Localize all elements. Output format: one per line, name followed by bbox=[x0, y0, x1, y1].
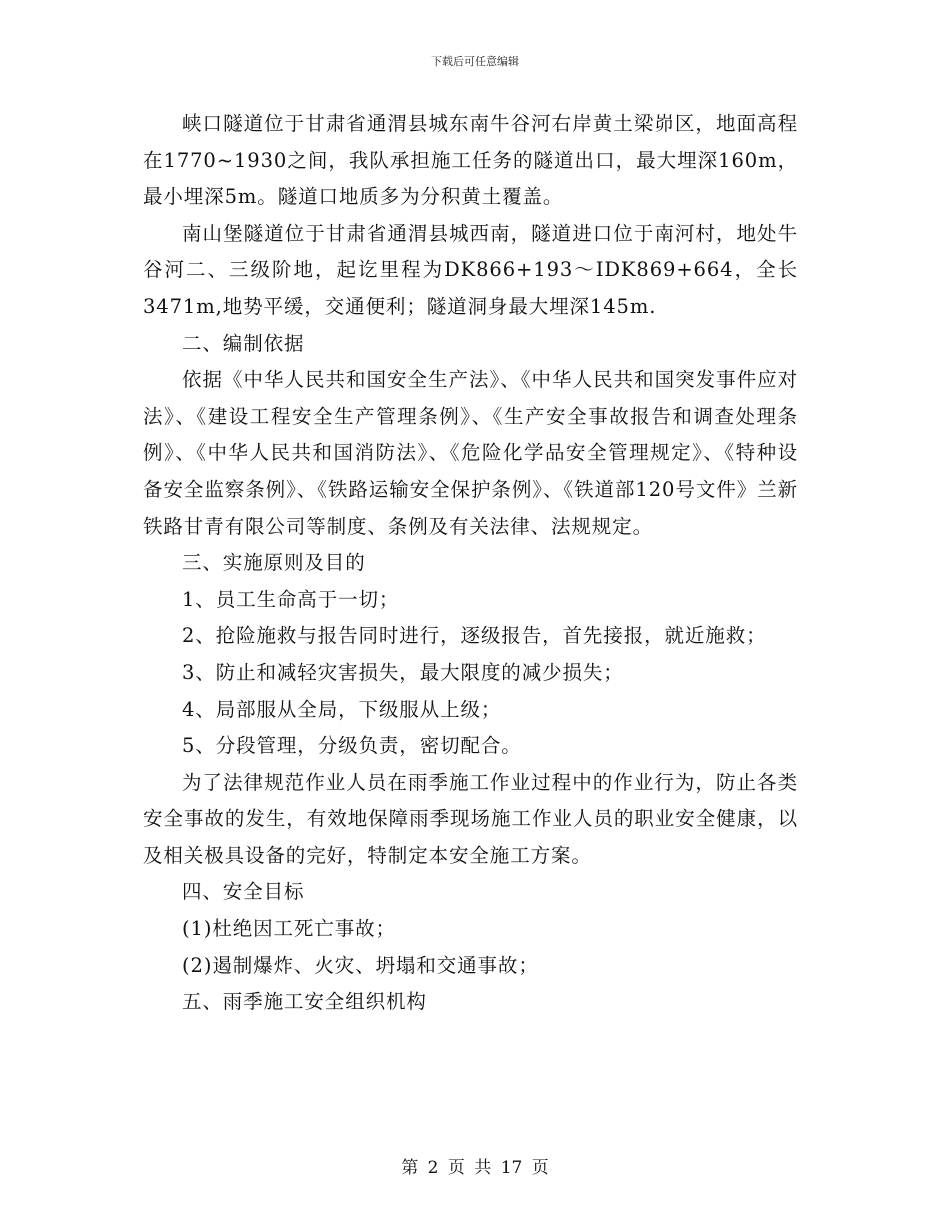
page-footer: 第 2 页 共 17 页 bbox=[401, 1158, 549, 1178]
paragraph-purpose: 为了法律规范作业人员在雨季施工作业过程中的作业行为，防止各类安全事故的发生，有效地保障雨季现场施工作业人员的职业安全健康，以及相关极具设备的完好，特制定本安全施工方案。 bbox=[143, 770, 798, 867]
section-heading-safety-goals: 四、安全目标 bbox=[182, 880, 305, 904]
paragraph-nanshanbao-tunnel: 南山堡隧道位于甘肃省通渭县城西南，隧道进口位于南河村，地处牛谷河二、三级阶地，起讫里程为DK866+193～IDK869+664，全长3471m,地势平缓，交通便利；隧道洞身最大埋深145m. bbox=[143, 221, 798, 318]
goal-item-2: (2)遏制爆炸、火灾、坍塌和交通事故； bbox=[182, 953, 539, 977]
section-heading-organization: 五、雨季施工安全组织机构 bbox=[182, 990, 427, 1014]
paragraph-basis: 依据《中华人民共和国安全生产法》、《中华人民共和国突发事件应对法》、《建设工程安全生产管理条例》、《生产安全事故报告和调查处理条例》、《中华人民共和国消防法》、《危险化学品安全管理规定》、《特种设备安全监察条例》、《铁路运输安全保护条例》、《铁道部120号文件》兰新铁路甘青有限公司等制度、条例及有关法律、法规规定。 bbox=[143, 368, 798, 538]
principle-item-3: 3、防止和减轻灾害损失，最大限度的减少损失； bbox=[182, 660, 624, 684]
principle-item-1: 1、员工生命高于一切； bbox=[182, 587, 400, 611]
principle-item-2: 2、抢险施救与报告同时进行，逐级报告，首先接报，就近施救； bbox=[182, 624, 767, 648]
section-heading-basis: 二、编制依据 bbox=[182, 331, 305, 355]
document-body bbox=[143, 106, 798, 1021]
goal-item-1: (1)杜绝因工死亡事故； bbox=[182, 917, 396, 941]
paragraph-xiakou-tunnel: 峡口隧道位于甘肃省通渭县城东南牛谷河右岸黄土梁峁区，地面高程在1770~1930之间，我队承担施工任务的隧道出口，最大埋深160m，最小埋深5m。隧道口地质多为分积黄土覆盖。 bbox=[143, 112, 798, 209]
section-heading-principles: 三、实施原则及目的 bbox=[182, 551, 366, 575]
principle-item-5: 5、分段管理，分级负责，密切配合。 bbox=[182, 734, 522, 758]
principle-item-4: 4、局部服从全局，下级服从上级； bbox=[182, 697, 502, 721]
page-header: 下载后可任意编辑 bbox=[431, 55, 519, 68]
